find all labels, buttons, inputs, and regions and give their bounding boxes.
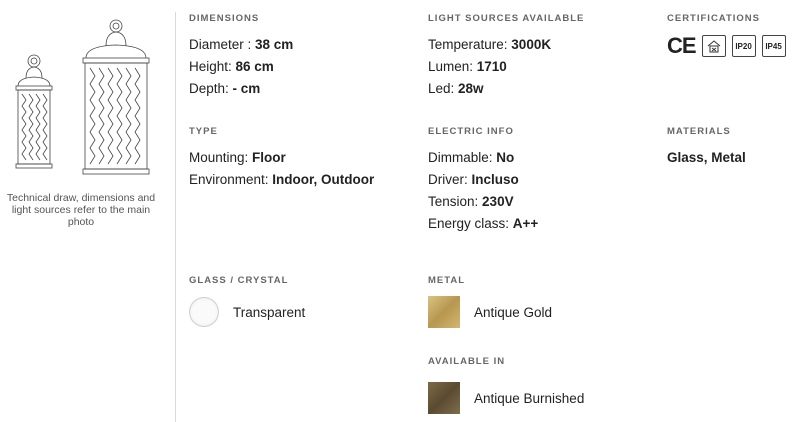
- electric-tension: Tension: 230V: [428, 194, 514, 209]
- light-lumen: Lumen: 1710: [428, 59, 507, 74]
- vertical-divider: [175, 12, 176, 422]
- materials-heading: MATERIALS: [667, 126, 731, 137]
- dimension-height: Height: 86 cm: [189, 59, 274, 74]
- electric-dimmable: Dimmable: No: [428, 150, 515, 165]
- dimension-depth: Depth: - cm: [189, 81, 261, 96]
- ce-mark-icon: CE: [667, 33, 696, 58]
- electric-driver: Driver: Incluso: [428, 172, 519, 187]
- metal-swatch-antique-burnished[interactable]: [428, 382, 460, 414]
- type-section: [189, 125, 374, 191]
- materials-section: [667, 125, 746, 169]
- electric-energy-class: Energy class: A++: [428, 216, 539, 231]
- metal-option-antique-burnished[interactable]: [428, 382, 584, 414]
- light-sources-heading: LIGHT SOURCES AVAILABLE: [428, 13, 585, 24]
- materials-value: Glass, Metal: [667, 150, 746, 165]
- metal-option-antique-gold[interactable]: [428, 296, 552, 328]
- metal-section: [428, 274, 552, 328]
- technical-note: Technical draw, dimensions and light sources refer to the main photo: [6, 192, 156, 228]
- type-environment: Environment: Indoor, Outdoor: [189, 172, 375, 187]
- large-lantern-drawing: [83, 20, 149, 174]
- technical-drawing-panel: [0, 0, 162, 422]
- metal-option-label: Antique Gold: [474, 304, 553, 320]
- glass-option-label: Transparent: [233, 304, 306, 320]
- light-sources-section: [428, 12, 584, 100]
- electric-info-section: [428, 125, 538, 235]
- metal-swatch-gold-fill: [428, 296, 460, 328]
- certifications-heading: CERTIFICATIONS: [667, 13, 760, 24]
- glass-section: [189, 274, 305, 328]
- type-mounting: Mounting: Floor: [189, 150, 286, 165]
- metal-heading: METAL: [428, 275, 466, 286]
- lamp-technical-drawing: [4, 12, 160, 182]
- metal-swatch-burnished-fill: [428, 382, 460, 414]
- available-in-option-label: Antique Burnished: [474, 390, 585, 406]
- light-temperature: Temperature: 3000K: [428, 37, 552, 52]
- outdoor-use-icon: [702, 35, 726, 57]
- ip45-icon: IP45: [762, 35, 786, 57]
- dimensions-section: [189, 12, 293, 100]
- available-in-heading: AVAILABLE IN: [428, 356, 506, 367]
- glass-swatch-transparent[interactable]: [189, 297, 219, 327]
- electric-info-heading: ELECTRIC INFO: [428, 126, 514, 137]
- glass-option-transparent[interactable]: [189, 296, 305, 328]
- dimensions-heading: DIMENSIONS: [189, 13, 260, 24]
- available-in-section: [428, 355, 584, 414]
- glass-heading: GLASS / CRYSTAL: [189, 275, 289, 286]
- certifications-section: [667, 12, 786, 58]
- light-led: Led: 28w: [428, 81, 484, 96]
- type-heading: TYPE: [189, 126, 218, 137]
- small-lantern-drawing: [16, 55, 52, 168]
- dimension-diameter: Diameter : 38 cm: [189, 37, 294, 52]
- metal-swatch-antique-gold[interactable]: [428, 296, 460, 328]
- ip20-icon: IP20: [732, 35, 756, 57]
